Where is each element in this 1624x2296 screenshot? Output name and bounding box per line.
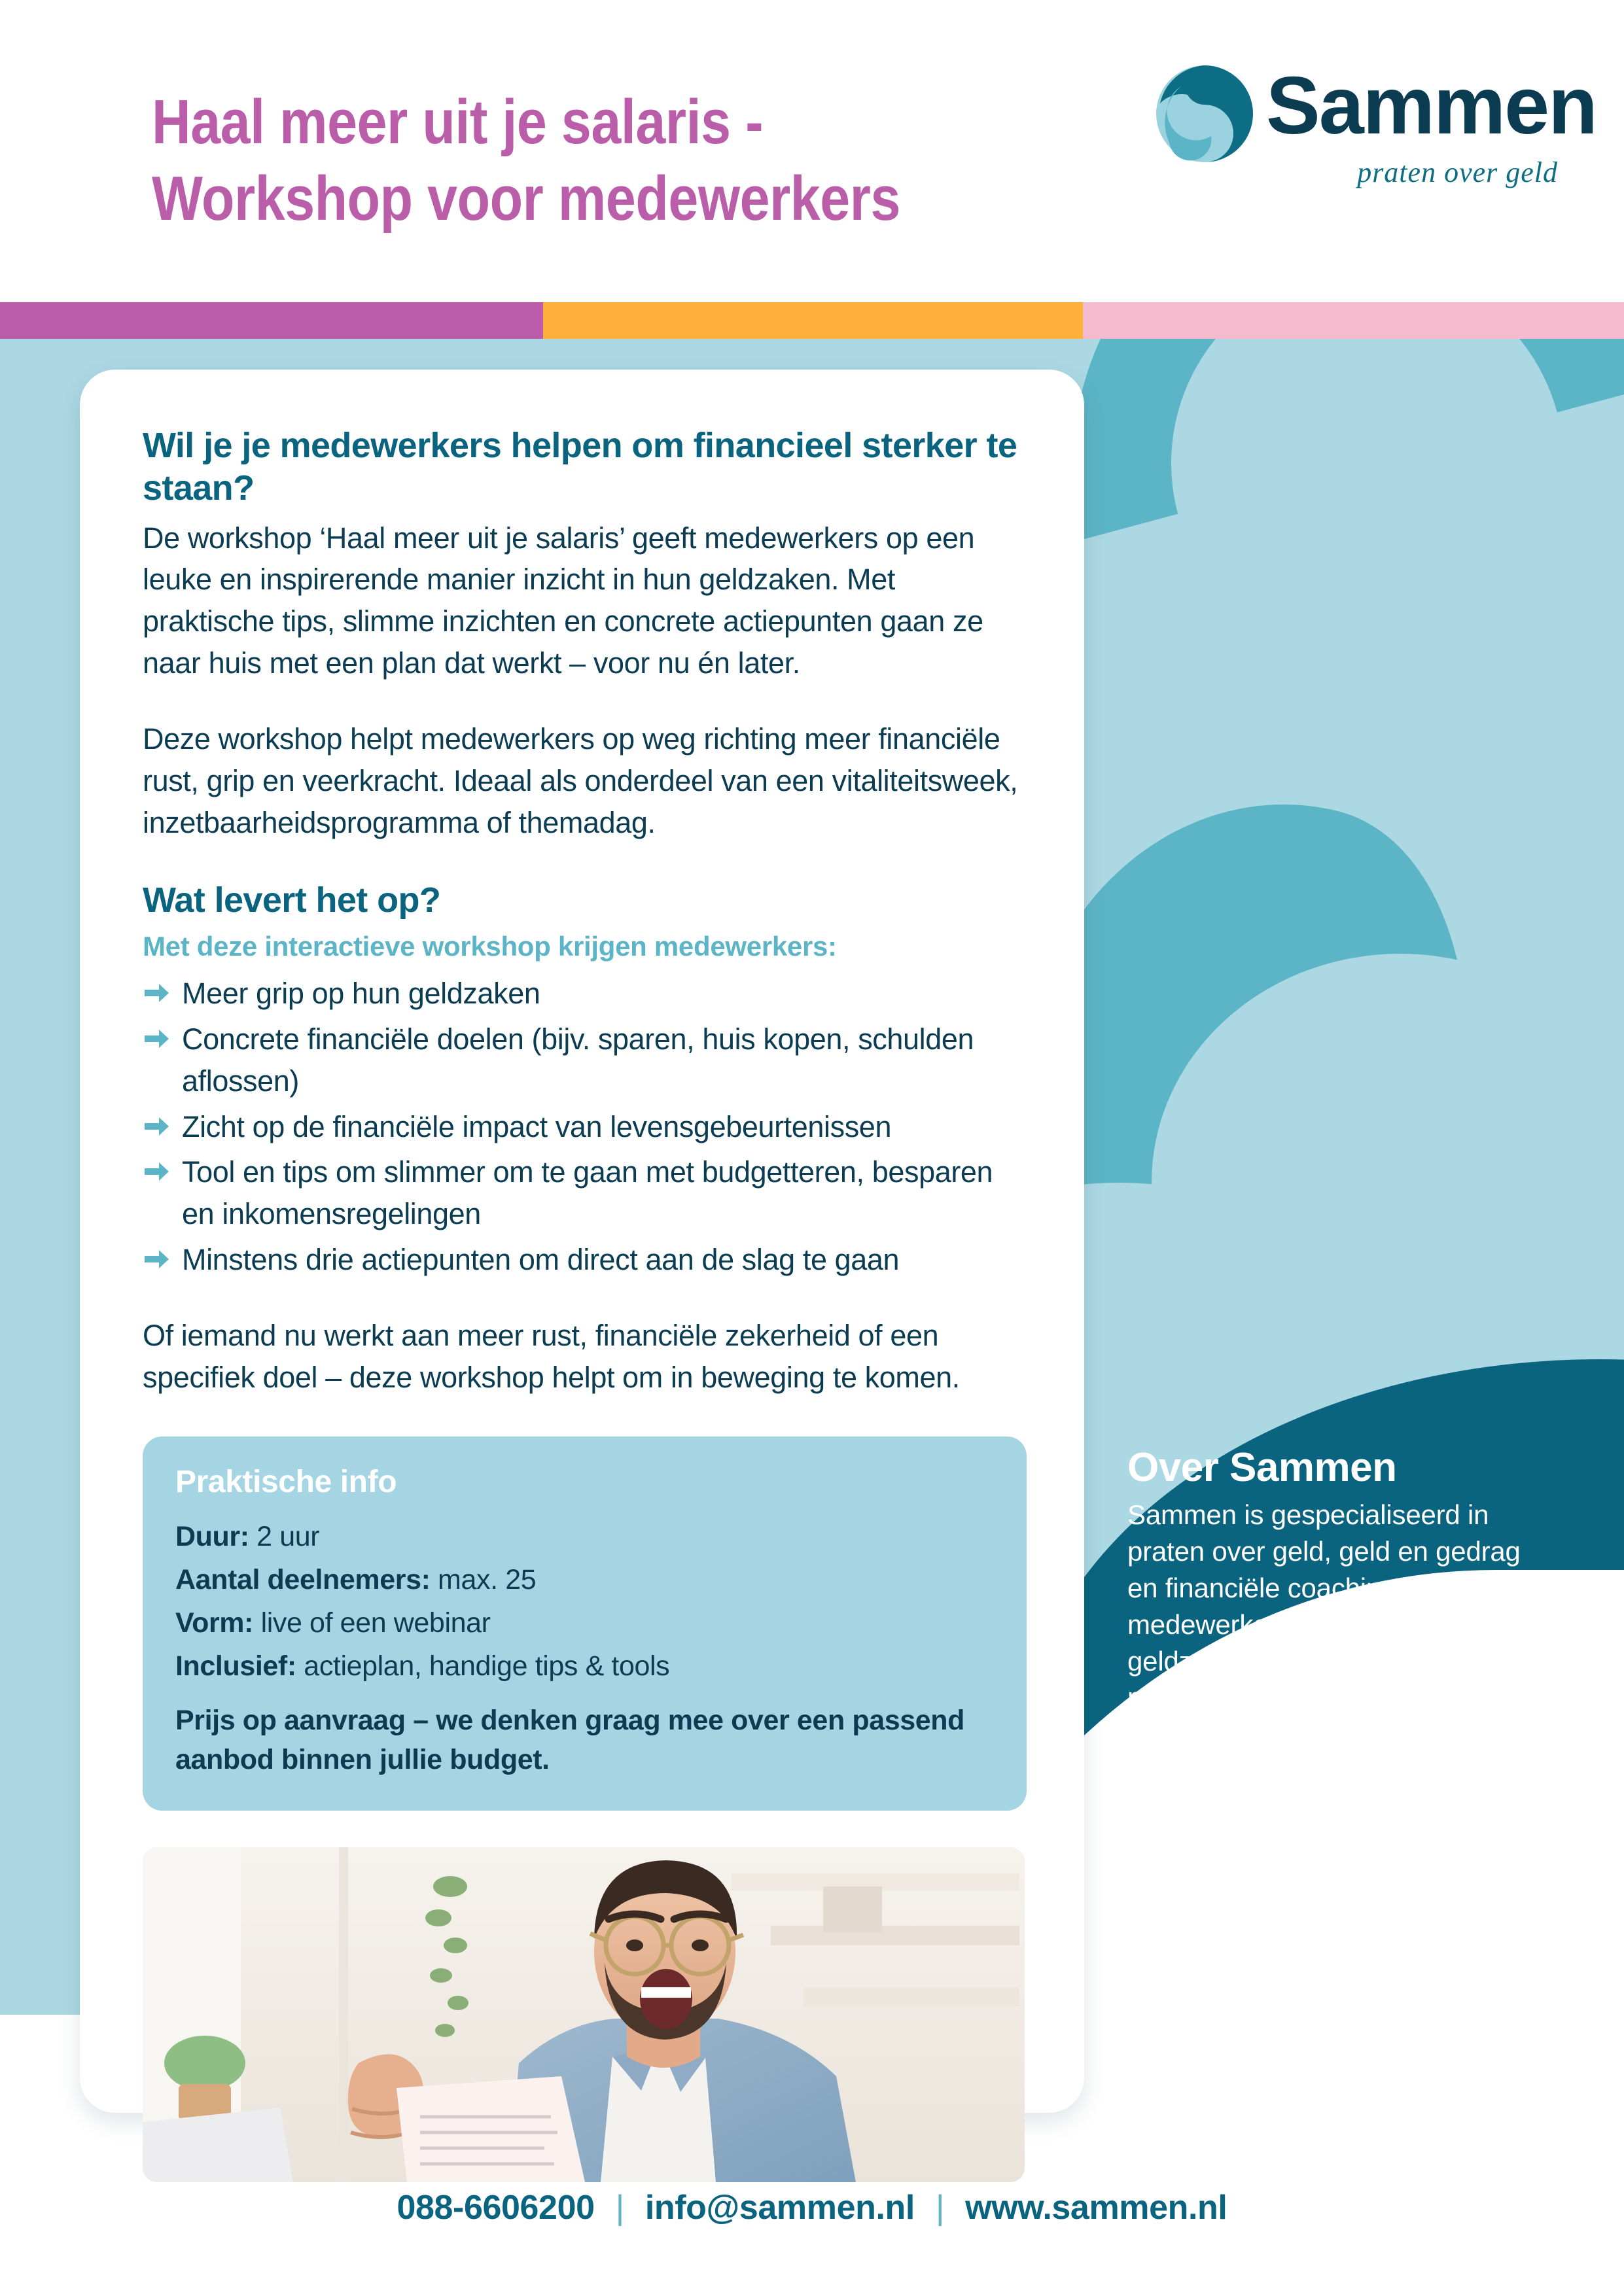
arrow-right-icon	[143, 1243, 171, 1272]
info-row	[175, 1603, 994, 1643]
card-paragraph-2: Deze workshop helpt medewerkers op weg richting meer financiële rust, grip en veerkracht. Ideaal als onderdeel van een vitaliteitsweek, inzetbaarheidsprogramma of themadag.	[143, 722, 1018, 839]
arrow-right-icon	[143, 977, 171, 1005]
info-row	[175, 1560, 994, 1599]
list-item	[143, 1106, 1027, 1148]
practical-info-title: Praktische info	[175, 1464, 397, 1499]
stripe-purple	[0, 302, 543, 339]
about-sidebar	[1127, 1446, 1546, 1862]
info-row-value: max. 25	[430, 1564, 537, 1596]
arrow-right-icon	[143, 1155, 171, 1184]
list-item	[143, 1018, 1027, 1102]
info-row	[175, 1646, 994, 1686]
footer-email[interactable]: info@sammen.nl	[644, 2189, 915, 2227]
title-line-2: Workshop voor medewerkers	[152, 164, 900, 234]
about-paragraph-2: Met een persoonlijke benadering, praktische tools en een heldere focus: financieel fitte en duurzaam inzetbare medewerkers.	[1127, 1718, 1540, 1859]
sammen-swirl-icon	[1155, 64, 1254, 164]
card-paragraph-3: Of iemand nu werkt aan meer rust, financiële zekerheid of een specifiek doel – deze workshop helpt om in beweging te komen.	[143, 1319, 960, 1395]
list-item-label: Tool en tips om slimmer om te gaan met budgetteren, besparen en inkomensregelingen	[182, 1155, 993, 1231]
hero-photo	[143, 1847, 1025, 2182]
card-heading-1: Wil je je medewerkers helpen om financieel sterker te staan?	[143, 426, 1017, 508]
footer-contact	[0, 2188, 1624, 2227]
footer-website[interactable]: www.sammen.nl	[965, 2189, 1227, 2227]
list-item	[143, 1239, 1027, 1281]
about-paragraph-1: Sammen is gespecialiseerd in praten over geld, geld en gedrag en financiële coaching. Wij helpen medewerkers én organisaties om geldzaken bespreekbaar te maken.	[1127, 1499, 1539, 1713]
benefits-list	[143, 973, 1027, 1281]
info-row-label: Duur:	[175, 1520, 249, 1552]
about-title: Over Sammen	[1127, 1445, 1397, 1490]
info-row-value: 2 uur	[249, 1520, 320, 1552]
footer-separator: |	[935, 2189, 945, 2227]
info-row-label: Vorm:	[175, 1607, 254, 1639]
practical-info-box	[143, 1436, 1027, 1811]
list-item-label: Concrete financiële doelen (bijv. sparen, huis kopen, schulden aflossen)	[182, 1022, 974, 1098]
header	[0, 0, 1624, 302]
arrow-right-icon	[143, 1022, 171, 1051]
logo-wordmark: Sammen	[1266, 61, 1597, 151]
list-item	[143, 1151, 1027, 1235]
about-body	[1127, 1497, 1546, 1862]
price-note: Prijs op aanvraag – we denken graag mee over een passend aanbod binnen jullie budget.	[175, 1704, 965, 1775]
stripe-pink	[1083, 302, 1624, 339]
info-row-label: Aantal deelnemers:	[175, 1564, 431, 1596]
list-item	[143, 973, 1027, 1015]
list-item-label: Minstens drie actiepunten om direct aan de slag te gaan	[182, 1243, 900, 1277]
info-row-label: Inclusief:	[175, 1650, 296, 1682]
info-row	[175, 1517, 994, 1556]
page-title	[152, 84, 951, 237]
stripe-orange	[543, 302, 1083, 339]
arrow-right-icon	[143, 1110, 171, 1139]
list-item-label: Meer grip op hun geldzaken	[182, 976, 540, 1010]
title-line-1: Haal meer uit je salaris -	[152, 87, 764, 157]
info-row-value: actieplan, handige tips & tools	[296, 1650, 670, 1682]
sammen-logo	[1155, 61, 1597, 188]
card-heading-2: Wat levert het op?	[143, 880, 441, 920]
list-item-label: Zicht op de financiële impact van levensgebeurtenissen	[182, 1109, 892, 1143]
card-paragraph-1: De workshop ‘Haal meer uit je salaris’ geeft medewerkers op een leuke en inspirerende manier inzicht in hun geldzaken. Met praktische tips, slimme inzichten en concrete actiepunten gaan ze naar huis met een plan dat werkt – voor nu én later.	[143, 521, 983, 680]
info-row-value: live of een webinar	[253, 1607, 491, 1639]
logo-tagline: praten over geld	[1357, 156, 1558, 188]
card-subheading-2: Met deze interactieve workshop krijgen medewerkers:	[143, 930, 837, 962]
color-stripe-bar	[0, 302, 1624, 339]
content-card	[80, 370, 1084, 2113]
footer-phone[interactable]: 088-6606200	[397, 2189, 595, 2227]
footer-separator: |	[615, 2189, 624, 2227]
